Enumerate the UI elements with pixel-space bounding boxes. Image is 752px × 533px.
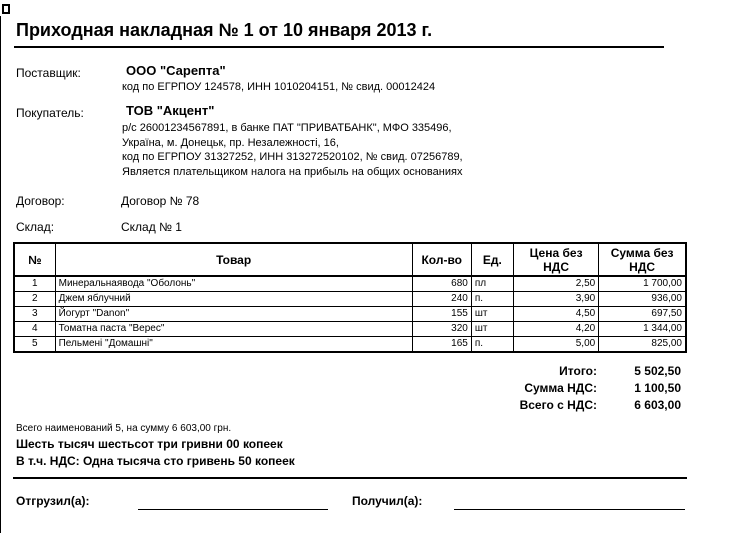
warehouse-label: Склад:: [16, 220, 55, 234]
cell-unit: пл: [471, 276, 513, 292]
shipped-by-label: Отгрузил(а):: [16, 494, 90, 508]
cell-item: Томатна паста "Верес": [55, 322, 412, 337]
cell-num: 5: [14, 337, 55, 353]
grand-total-label: Всего с НДС:: [519, 398, 597, 412]
buyer-details-line: Україна, м. Донецьк, пр. Незалежності, 16,: [122, 136, 339, 149]
title-underline: [14, 46, 664, 48]
cell-unit: шт: [471, 322, 513, 337]
received-by-label: Получил(а):: [352, 494, 423, 508]
received-by-signature-line[interactable]: [454, 509, 685, 510]
supplier-details: код по ЕГРПОУ 124578, ИНН 1010204151, № свид. 00012424: [122, 81, 436, 93]
col-header-item: Товар: [55, 243, 412, 276]
cell-sum: 825,00: [599, 337, 686, 353]
col-header-qty: Кол-во: [412, 243, 471, 276]
cell-num: 2: [14, 292, 55, 307]
page-marker: [2, 4, 10, 14]
cell-item: Йогурт "Danon": [55, 307, 412, 322]
cell-item: Пельмені "Домашні": [55, 337, 412, 353]
document-title: Приходная накладная № 1 от 10 января 2013 г.: [16, 20, 433, 40]
cell-qty: 680: [412, 276, 471, 292]
amount-in-words: Шесть тысяч шестьсот три гривни 00 копеек: [16, 437, 283, 451]
table-header-row: [14, 243, 686, 276]
cell-sum: 1 344,00: [599, 322, 686, 337]
col-header-num: №: [14, 243, 55, 276]
contract-value: Договор № 78: [121, 194, 200, 208]
left-border-line: [0, 16, 1, 533]
cell-price: 2,50: [513, 276, 598, 292]
shipped-by-signature-line[interactable]: [138, 509, 328, 510]
vat-in-words: В т.ч. НДС: Одна тысяча сто гривень 50 копеек: [16, 454, 295, 468]
table-row: [14, 276, 686, 292]
footer-separator: [13, 477, 687, 479]
cell-num: 3: [14, 307, 55, 322]
cell-qty: 155: [412, 307, 471, 322]
goods-table: [13, 242, 687, 353]
cell-sum: 936,00: [599, 292, 686, 307]
buyer-details: [122, 121, 463, 179]
table-row: [14, 322, 686, 337]
buyer-details-line: Является плательщиком налога на прибыль на общих основаниях: [122, 165, 463, 178]
cell-sum: 697,50: [599, 307, 686, 322]
total-label: Итого:: [559, 364, 597, 378]
cell-item: Минеральнаявода "Оболонь": [55, 276, 412, 292]
vat-value: 1 100,50: [634, 381, 681, 395]
col-header-price: Цена без НДС: [513, 243, 598, 276]
total-value: 5 502,50: [634, 364, 681, 378]
warehouse-value: Склад № 1: [121, 220, 182, 234]
table-row: [14, 337, 686, 353]
grand-total-value: 6 603,00: [634, 398, 681, 412]
buyer-label: Покупатель:: [16, 106, 84, 120]
col-header-unit: Ед.: [471, 243, 513, 276]
supplier-name: ООО "Сарепта": [126, 63, 226, 78]
cell-sum: 1 700,00: [599, 276, 686, 292]
cell-qty: 165: [412, 337, 471, 353]
cell-num: 1: [14, 276, 55, 292]
cell-num: 4: [14, 322, 55, 337]
cell-unit: шт: [471, 307, 513, 322]
cell-qty: 240: [412, 292, 471, 307]
cell-qty: 320: [412, 322, 471, 337]
cell-price: 3,90: [513, 292, 598, 307]
table-row: [14, 307, 686, 322]
table-row: [14, 292, 686, 307]
buyer-details-line: р/с 26001234567891, в банке ПАТ "ПРИВАТБАНК", МФО 335496,: [122, 122, 452, 134]
vat-label: Сумма НДС:: [524, 381, 597, 395]
buyer-name: ТОВ "Акцент": [126, 103, 215, 118]
items-count-line: Всего наименований 5, на сумму 6 603,00 грн.: [16, 423, 232, 434]
cell-price: 4,50: [513, 307, 598, 322]
cell-item: Джем яблучний: [55, 292, 412, 307]
contract-label: Договор:: [16, 194, 65, 208]
cell-price: 5,00: [513, 337, 598, 353]
col-header-sum: Сумма без НДС: [599, 243, 686, 276]
cell-unit: п.: [471, 292, 513, 307]
cell-unit: п.: [471, 337, 513, 353]
buyer-details-line: код по ЕГРПОУ 31327252, ИНН 313272520102, № свид. 07256789,: [122, 151, 463, 163]
cell-price: 4,20: [513, 322, 598, 337]
supplier-label: Поставщик:: [16, 66, 81, 80]
